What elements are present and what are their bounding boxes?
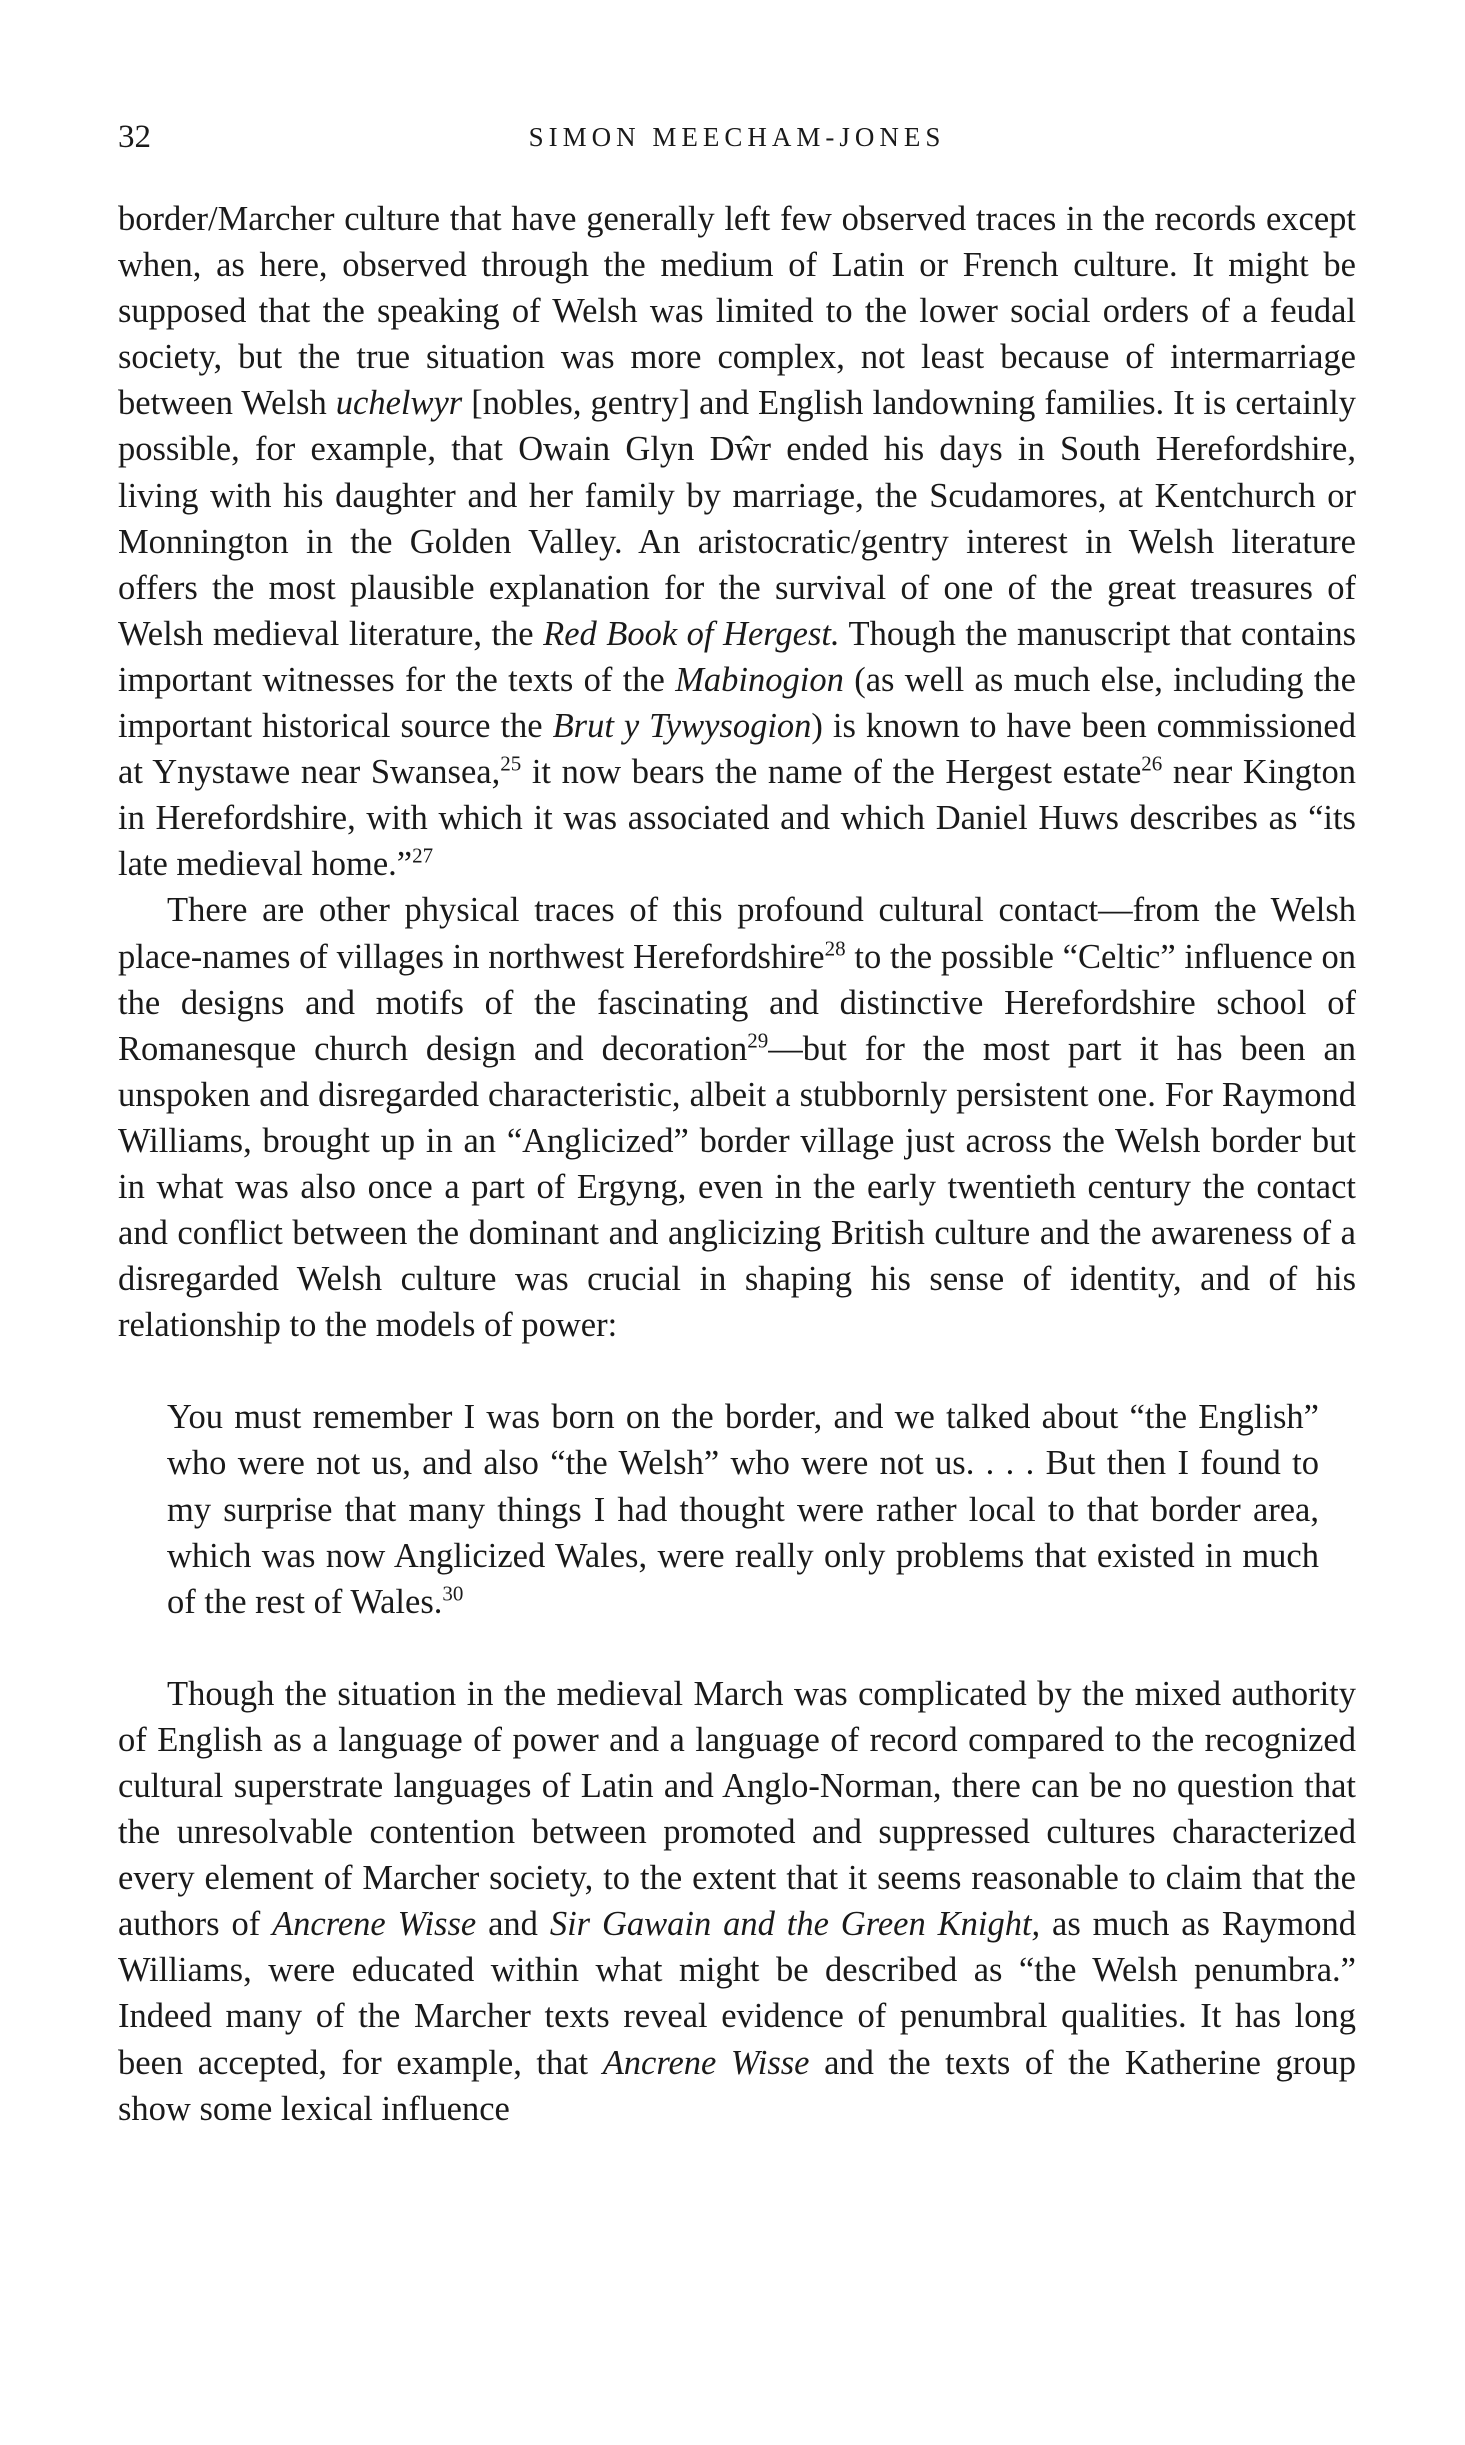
italic-title: Ancrene Wisse: [602, 2043, 810, 2082]
paragraph-2: [118, 887, 1356, 1348]
text-run: —but for the most part it has been an unspoken and disregarded characteristic, albeit a stubbornly persistent one. For Raymond Williams, brought up in an “Anglicized” border village just across the Welsh border but in what was also once a part of Ergyng, even in the early twentieth century the contact and conflict between the dominant and anglicizing British culture and the awareness of a disregarded Welsh culture was crucial in shaping his sense of identity, and of his relationship to the models of power:: [118, 1029, 1357, 1345]
italic-title: Ancrene Wisse: [272, 1905, 477, 1944]
text-run: (as well as much else, including the important historical source the: [118, 660, 1356, 746]
text-run: border/Marcher culture that have generally left few observed traces in the records except when, as here, observed through the medium of Latin or French culture. It might be supposed that the speaking of Welsh was limited to the lower social orders of a feudal society, but the true situation was more complex, not least because of intermarriage between Welsh: [118, 200, 1356, 423]
italic-title: Red Book of Hergest.: [543, 614, 840, 653]
text-run: ) is known to have been commissioned at Ynystawe near Swansea,: [118, 707, 1356, 792]
text-run: and: [476, 1905, 550, 1944]
text-run: near Kington in Herefordshire, with which it was associated and which Daniel Huws describes as “its late medieval home.”: [118, 753, 1356, 884]
running-head: [118, 112, 1356, 162]
text-run: There are other physical traces of this profound cultural contact—from the Welsh place-names of villages in northwest Herefordshire: [118, 891, 1356, 976]
text-run: [nobles, gentry] and English landowning families. It is certainly possible, for example, that Owain Glyn Dŵr ended his days in South Herefordshire, living with his daughter and her family by marriage, the Scudamores, at Kentchurch or Monnington in the Golden Valley. An aristocratic/gentry interest in Welsh literature offers the most plausible explanation for the survival of one of the great treasures of Welsh medieval literature, the: [118, 384, 1356, 653]
block-quote: [167, 1394, 1319, 1624]
footnote-ref: 30: [442, 1581, 464, 1606]
quote-text: You must remember I was born on the border, and we talked about “the English” who were not us, and also “the Welsh” who were not us. . . . But then I found to my surprise that many things I had thought were rather local to that border area, which was now Anglicized Wales, were really only problems that existed in much of the rest of Wales.: [167, 1398, 1319, 1621]
italic-title: Mabinogion: [675, 660, 844, 699]
footnote-ref: 28: [824, 936, 846, 960]
page-number: 32: [118, 119, 151, 155]
italic-title: Brut y Tywysogion: [552, 707, 812, 746]
paragraph-3: [118, 1671, 1356, 2132]
footnote-ref: 29: [747, 1028, 769, 1053]
text-run: as much as Raymond Williams, were educated within what might be described as “the Welsh penumbra.” Indeed many of the Marcher texts reveal evidence of penumbral qualities. It has long been accepted, for example, that: [118, 1905, 1356, 2082]
text-run: Though the manuscript that contains important witnesses for the texts of the: [118, 614, 1356, 699]
footnote-ref: 26: [1141, 751, 1163, 776]
text-run: Though the situation in the medieval March was complicated by the mixed authority of English as a language of power and a language of record compared to the recognized cultural superstrate languages of Latin and Anglo-Norman, there can be no question that the unresolvable contention between promoted and suppressed cultures characterized every element of Marcher society, to the extent that it seems reasonable to claim that the authors of: [118, 1674, 1356, 1944]
paragraph-1: [118, 196, 1356, 887]
footnote-ref: 25: [500, 751, 522, 776]
body-text: [118, 196, 1356, 2132]
footnote-ref: 27: [412, 843, 434, 868]
running-title: SIMON MEECHAM-JONES: [528, 122, 946, 152]
text-run: it now bears the name of the Hergest estate: [521, 753, 1142, 792]
text-run: and the texts of the Katherine group show some lexical influence: [118, 2043, 1356, 2128]
text-run: to the possible “Celtic” influence on the designs and motifs of the fascinating and distinctive Herefordshire school of Romanesque church design and decoration: [118, 937, 1356, 1068]
italic-title: Sir Gawain and the Green Knight,: [549, 1905, 1041, 1944]
italic-term: uchelwyr: [335, 384, 463, 423]
